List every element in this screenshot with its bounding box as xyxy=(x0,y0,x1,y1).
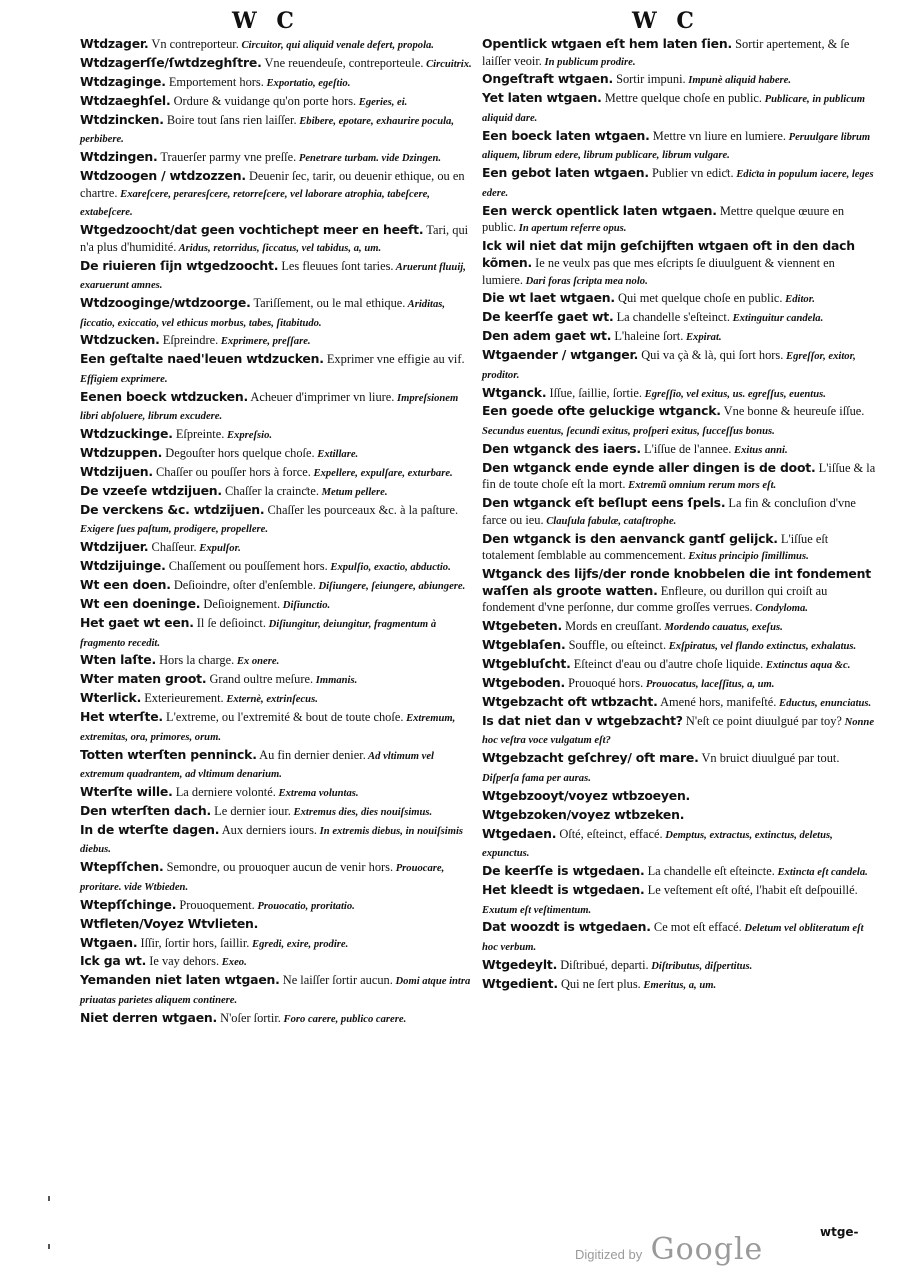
entry-headword: Ick ga wt. xyxy=(80,953,147,969)
entry-headword: Wtepſſchinge. xyxy=(80,896,177,912)
entry-french: Emportement hors. xyxy=(165,74,264,89)
entry-headword: Wtdzaeghſel. xyxy=(80,92,171,108)
entry-french: Ce mot eſt effacé. xyxy=(650,920,742,935)
dictionary-entry xyxy=(80,935,475,954)
entry-headword: Wtfleten/Voyez Wtvlieten. xyxy=(80,915,259,931)
entry-headword: Wtgebzooyt/voyez wtbzoeyen. xyxy=(482,787,691,803)
dictionary-entry xyxy=(80,859,475,896)
entry-headword: Den adem gaet wt. xyxy=(482,328,612,344)
entry-headword: Wterſte wille. xyxy=(80,784,173,800)
entry-french: Chaſſer les pourceaux &c. à la paſture. xyxy=(264,502,459,517)
entry-headword: Een goede ofte geluckige wtganck. xyxy=(482,403,721,419)
entry-french: Degouſter hors quelque choſe. xyxy=(162,446,315,461)
entry-headword: Wtgebeten. xyxy=(482,618,562,634)
dictionary-entry xyxy=(80,426,475,445)
entry-french: La chandelle eſt eſteincte. xyxy=(644,864,775,879)
entry-headword: Die wt laet wtgaen. xyxy=(482,290,615,306)
entry-french: Ie ne veulx pas que mes eſcripts ſe diuulguent & viennent en lumiere. xyxy=(482,255,835,287)
entry-latin: Metum pellere. xyxy=(318,487,388,498)
dictionary-entry xyxy=(482,90,877,127)
entry-headword: Een gebot laten wtgaen. xyxy=(482,165,649,181)
entry-headword: Een boeck laten wtgaen. xyxy=(482,127,650,143)
entry-latin: Ad vltimum vel extremum quadrantem, ad vltimum denarium. xyxy=(80,750,434,781)
entry-french: Grand oultre meſure. xyxy=(206,672,314,687)
entry-latin: Diſiungitur, deiungitur, fragmentum à fragmento recedit. xyxy=(80,618,437,649)
dictionary-entry xyxy=(80,168,475,222)
entry-french: L'iſſue eſt totalement ſemblable au commencement. xyxy=(482,531,829,563)
google-watermark xyxy=(575,1232,763,1267)
entry-headword: Totten wterſten penninck. xyxy=(80,746,257,762)
dictionary-entry xyxy=(482,531,877,566)
entry-french: Il ſe deſioinct. xyxy=(193,615,266,630)
entry-french: Eſpreinte. xyxy=(172,427,225,442)
entry-headword: De riuieren ſijn wtgedzoocht. xyxy=(80,257,279,273)
dictionary-entry xyxy=(80,112,475,149)
entry-latin: Extillare. xyxy=(314,449,359,461)
entry-latin: Condyloma. xyxy=(752,603,808,615)
entry-headword: Wtdzaginge. xyxy=(80,73,166,89)
dictionary-entry xyxy=(482,656,877,675)
dictionary-entry xyxy=(482,694,877,713)
entry-headword: Den wtganck eſt beſlupt eens ſpels. xyxy=(482,495,726,511)
entry-headword: Ongeſtraft wtgaen. xyxy=(482,71,613,87)
dictionary-entry xyxy=(482,71,877,90)
entry-french: La derniere volonté. xyxy=(172,785,276,800)
left-column xyxy=(80,36,475,1029)
entry-latin: Domi atque intra priuatas parietes aliquem continere. xyxy=(80,976,471,1006)
entry-french: Tari, qui n'a plus d'humidité. xyxy=(80,223,469,254)
dictionary-entry xyxy=(80,258,475,295)
entry-latin: Impreſsionem libri abſoluere, librum excudere. xyxy=(80,392,459,423)
entry-headword: In de wterſte dagen. xyxy=(80,821,220,837)
entry-headword: Wtgeblaſen. xyxy=(482,637,566,653)
entry-latin: Nonne hoc veſtra voce vulgatum eſt? xyxy=(482,716,875,747)
dictionary-entry xyxy=(482,976,877,995)
entry-headword: Wtdzijuer. xyxy=(80,539,149,555)
entry-headword: Wten laſte. xyxy=(80,652,156,668)
entry-french: Mettre vn liure en lumiere. xyxy=(649,128,786,143)
entry-latin: Ariditas, ſiccatio, exiccatio, vel ethicus morbus, tabes, ſitabitudo. xyxy=(80,298,446,329)
entry-latin: In publicum prodire. xyxy=(541,56,636,68)
dictionary-entry xyxy=(80,784,475,803)
entry-french: Oſté, eſteinct, effacé. xyxy=(556,826,663,841)
entry-latin: In extremis diebus, in nouiſsimis diebus. xyxy=(80,825,464,856)
entry-headword: Wter maten groot. xyxy=(80,671,207,687)
entry-latin: Ex onere. xyxy=(234,656,280,668)
entry-french: Mettre quelque œuure en public. xyxy=(482,203,845,235)
entry-latin: Diſtributus, diſpertitus. xyxy=(648,960,753,972)
entry-french: Iſſue, ſaillie, ſortie. xyxy=(546,385,642,400)
entry-headword: Wtdzingen. xyxy=(80,149,158,165)
entry-french: Les fleuues ſont taries. xyxy=(278,258,394,273)
dictionary-entry xyxy=(80,222,475,257)
entry-headword: De keerſſe gaet wt. xyxy=(482,309,614,325)
dictionary-entry xyxy=(482,347,877,384)
entry-headword: De vzeeſe wtdzijuen. xyxy=(80,483,222,498)
entry-latin: Exutum eſt veſtimentum. xyxy=(482,904,592,916)
entry-latin: Secundus euentus, ſecundi exitus, proſperi exitus, ſucceſſus bonus. xyxy=(482,426,775,438)
entry-headword: Ick wil niet dat mijn geſchijften wtgaen oft in den dach kõmen. xyxy=(482,238,855,270)
dictionary-entry xyxy=(80,74,475,93)
dictionary-entry xyxy=(80,822,475,859)
entry-french: Vn contreporteur. xyxy=(148,37,239,51)
entry-latin: Immanis. xyxy=(313,675,358,687)
dictionary-entry xyxy=(80,709,475,746)
entry-headword: Wtdzijuinge. xyxy=(80,558,166,574)
dictionary-entry xyxy=(80,502,475,539)
entry-latin: Extinctus aqua &c. xyxy=(763,660,851,672)
dictionary-entry xyxy=(80,690,475,709)
entry-latin: Peruulgare librum aliquem, librum edere, librum publicare, librum vulgare. xyxy=(482,131,871,162)
dictionary-entry xyxy=(482,882,877,919)
dictionary-entry xyxy=(80,916,475,935)
dictionary-entry xyxy=(482,750,877,787)
entry-french: Diſtribué, departi. xyxy=(557,957,649,972)
entry-french: L'haleine ſort. xyxy=(611,329,684,344)
dictionary-entry xyxy=(482,807,877,826)
entry-latin: Impunè aliquid habere. xyxy=(685,75,791,87)
entry-headword: Den wtganck ende eynde aller dingen is de doot. xyxy=(482,459,816,475)
entry-headword: Wtdzagerſſe/ſwtdzeghſtre. xyxy=(80,54,262,70)
dictionary-entry xyxy=(80,389,475,426)
entry-french: Exterieurement. xyxy=(141,691,224,706)
dictionary-entry xyxy=(80,953,475,972)
entry-french: Tariſſement, ou le mal ethique. xyxy=(250,295,406,310)
entry-french: Deſioindre, oſter d'enſemble. xyxy=(170,578,316,593)
entry-headword: Wtgaender / wtganger. xyxy=(482,347,639,363)
dictionary-entry xyxy=(482,238,877,290)
entry-headword: Wtgedient. xyxy=(482,975,558,991)
entry-headword: Een werck opentlick laten wtgaen. xyxy=(482,202,717,218)
dictionary-entry xyxy=(482,618,877,637)
dictionary-entry xyxy=(482,495,877,530)
entry-headword: Wtdzijuen. xyxy=(80,464,153,480)
entry-french: Deſioignement. xyxy=(200,597,281,612)
dictionary-entry xyxy=(80,295,475,332)
entry-latin: Foro carere, publico carere. xyxy=(280,1013,407,1025)
entry-latin: Deletum vel obliteratum eſt hoc verbum. xyxy=(482,923,864,953)
catchword: wtge- xyxy=(820,1225,859,1239)
entry-french: Trauerſer parmy vne preſſe. xyxy=(157,150,297,165)
dictionary-entry xyxy=(80,615,475,652)
entry-headword: Wtgedeylt. xyxy=(482,956,558,972)
entry-french: N'eſt ce point diuulgué par toy? xyxy=(682,713,842,728)
entry-headword: Eenen boeck wtdzucken. xyxy=(80,388,248,404)
entry-latin: Exprimere, preſſare. xyxy=(218,336,311,348)
entry-headword: Opentlick wtgaen eſt hem laten ſien. xyxy=(482,36,733,51)
entry-french: Qui ne ſert plus. xyxy=(557,976,641,991)
entry-latin: Extremus dies, dies nouiſsimus. xyxy=(290,806,433,818)
dictionary-entry xyxy=(482,713,877,750)
entry-latin: Egredi, exire, prodire. xyxy=(249,938,349,950)
entry-french: Le veſtement eſt oſté, l'habit eſt deſpouillé. xyxy=(644,882,858,897)
entry-headword: Het wterſte. xyxy=(80,709,163,725)
entry-french: L'extreme, ou l'extremité & bout de toute choſe. xyxy=(162,710,404,725)
entry-french: Aux derniers iours. xyxy=(219,822,318,837)
dictionary-entry xyxy=(80,747,475,784)
entry-french: Mettre quelque choſe en public. xyxy=(601,91,763,106)
entry-headword: Yet laten wtgaen. xyxy=(482,90,602,106)
entry-latin: Ebibere, epotare, exhaurire pocula, perbibere. xyxy=(80,115,454,146)
entry-headword: Een geſtalte naed'leuen wtdzucken. xyxy=(80,351,324,367)
entry-french: Sortir apertement, & ſe laiſſer veoir. xyxy=(482,37,850,68)
entry-french: Vne bonne & heureuſe iſſue. xyxy=(720,404,865,419)
dictionary-entry xyxy=(80,1010,475,1029)
dictionary-entry xyxy=(80,55,475,74)
entry-french: L'iſſue & la fin de toute choſe eſt la mort. xyxy=(482,460,876,492)
entry-headword: Het gaet wt een. xyxy=(80,614,194,630)
entry-latin: Exſpiratus, vel flando extinctus, exhalatus. xyxy=(666,641,857,653)
entry-latin: Eductus, enunciatus. xyxy=(776,697,872,709)
entry-latin: Clauſula fabulæ, cataſtrophe. xyxy=(543,515,677,527)
entry-latin: Publicare, in publicum aliquid dare. xyxy=(482,94,866,124)
entry-french: Ne laiſſer ſortir aucun. xyxy=(279,973,393,988)
entry-latin: Extremum, extremitas, ora, primores, orum. xyxy=(80,713,456,743)
dictionary-entry xyxy=(482,36,877,71)
entry-latin: Egreſſor, exitor, proditor. xyxy=(482,351,856,381)
entry-latin: Prouocare, proritare. vide Wtbieden. xyxy=(80,863,445,893)
dictionary-entry xyxy=(80,539,475,558)
entry-headword: Wtdzucken. xyxy=(80,332,160,348)
entry-headword: Is dat niet dan v wtgebzacht? xyxy=(482,712,683,728)
entry-headword: Den wterſten dach. xyxy=(80,802,212,818)
entry-headword: Wtgedaen. xyxy=(482,825,557,841)
dictionary-entry xyxy=(482,441,877,460)
dictionary-entry xyxy=(482,309,877,328)
entry-headword: Wtgedzoocht/dat geen vochtichept meer en heeft. xyxy=(80,222,424,238)
entry-latin: Exeo. xyxy=(219,957,247,969)
dictionary-entry xyxy=(80,671,475,690)
entry-french: Souffle, ou eſteinct. xyxy=(565,638,667,653)
entry-headword: De verckens &c. wtdzijuen. xyxy=(80,501,265,517)
entry-latin: Extremũ omnium rerum mors eſt. xyxy=(625,480,777,492)
dictionary-entry xyxy=(80,36,475,55)
entry-latin: Demptus, extractus, extinctus, deletus, expunctus. xyxy=(482,829,833,860)
entry-headword: Wtdzincken. xyxy=(80,111,164,127)
entry-latin: Expulſor. xyxy=(196,543,241,555)
entry-headword: Wtdzager. xyxy=(80,36,149,51)
entry-latin: Exareſcere, peraresſcere, retorreſcere, vel laborare atrophia, tabeſcere, extabeſcere. xyxy=(80,188,430,219)
entry-french: Eſpreindre. xyxy=(159,333,219,348)
dictionary-entry xyxy=(482,460,877,495)
entry-french: Ie vay dehors. xyxy=(146,954,220,969)
running-header-right: W C xyxy=(632,8,700,34)
entry-headword: Wtgeboden. xyxy=(482,675,566,691)
entry-french: Chaſſer ou pouſſer hors à force. xyxy=(152,465,311,480)
entry-headword: Wtganck. xyxy=(482,384,547,400)
entry-french: Chaſſeur. xyxy=(148,540,197,555)
dictionary-entry xyxy=(482,675,877,694)
entry-latin: Emeritus, a, um. xyxy=(640,979,717,991)
entry-french: Vne reuendeuſe, contreporteule. xyxy=(261,55,424,70)
entry-headword: Den wtganck des iaers. xyxy=(482,440,641,456)
entry-french: Prouoqué hors. xyxy=(565,676,644,691)
margin-mark xyxy=(48,1196,50,1201)
entry-french: N'oſer ſortir. xyxy=(217,1010,281,1025)
dictionary-entry xyxy=(482,957,877,976)
entry-french: Le dernier iour. xyxy=(211,803,291,818)
entry-latin: Externè, extrinſecus. xyxy=(223,694,318,706)
entry-headword: Niet derren wtgaen. xyxy=(80,1009,218,1025)
entry-latin: Expirat. xyxy=(683,332,722,344)
dictionary-entry xyxy=(80,93,475,112)
entry-french: Au fin dernier denier. xyxy=(256,747,366,762)
dictionary-entry xyxy=(482,328,877,347)
dictionary-entry xyxy=(80,464,475,483)
entry-french: Deuenir ſec, tarir, ou deuenir ethique, ou en chartre. xyxy=(80,168,465,200)
dictionary-entry xyxy=(482,165,877,202)
margin-mark xyxy=(48,1244,50,1249)
dictionary-entry xyxy=(482,788,877,807)
entry-french: Amené hors, manifeſté. xyxy=(657,694,777,709)
watermark-by: Digitized by xyxy=(575,1247,643,1262)
entry-latin: Aridus, retorridus, ſiccatus, vel tabidus, a, um. xyxy=(176,242,382,254)
entry-latin: Expulſio, exactio, abductio. xyxy=(327,562,451,574)
dictionary-entry xyxy=(80,652,475,671)
entry-latin: Aruerunt fluuij, exaruerunt amnes. xyxy=(80,261,466,292)
entry-french: Semondre, ou prouoquer aucun de venir hors. xyxy=(163,860,394,875)
entry-latin: In apertum referre opus. xyxy=(516,223,627,235)
entry-latin: Editor. xyxy=(782,294,815,306)
entry-latin: Effigiem exprimere. xyxy=(80,373,168,385)
entry-french: Mords en creuſſant. xyxy=(562,619,662,634)
entry-latin: Diſiunctio. xyxy=(280,600,331,612)
entry-headword: Wtdzooginge/wtdzoorge. xyxy=(80,294,251,310)
entry-headword: Dat woozdt is wtgedaen. xyxy=(482,919,651,935)
dictionary-entry xyxy=(80,445,475,464)
entry-french: Qui va çà & là, qui ſort hors. xyxy=(638,348,784,363)
dictionary-entry xyxy=(80,149,475,168)
entry-french: Exprimer vne effigie au vif. xyxy=(323,352,465,367)
entry-french: Prouoquement. xyxy=(176,897,255,912)
entry-french: Vn bruict diuulgué par tout. xyxy=(698,751,840,766)
entry-headword: Wtgaen. xyxy=(80,934,138,950)
entry-latin: Egreſſio, vel exitus, us. egreſſus, euentus. xyxy=(642,388,826,400)
entry-headword: Wtgebzacht oft wtbzacht. xyxy=(482,693,658,709)
entry-headword: Wtdzuppen. xyxy=(80,445,163,461)
entry-latin: Exportatio, egeſtio. xyxy=(263,77,351,89)
dictionary-entry xyxy=(482,826,877,863)
entry-latin: Exigere ſues paſtum, prodigere, propellere. xyxy=(80,524,269,536)
dictionary-entry xyxy=(482,128,877,165)
entry-headword: Wtgebzacht geſchrey/ oft mare. xyxy=(482,750,699,766)
running-header-left: W C xyxy=(232,8,300,34)
dictionary-entry xyxy=(80,897,475,916)
entry-latin: Diſiungere, ſeiungere, abiungere. xyxy=(315,581,466,593)
entry-headword: Het kleedt is wtgedaen. xyxy=(482,881,645,897)
entry-latin: Penetrare turbam. vide Dzingen. xyxy=(296,153,441,165)
entry-french: Sortir impuni. xyxy=(612,72,686,87)
entry-headword: Wterlick. xyxy=(80,690,142,706)
entry-french: La chandelle s'eſteinct. xyxy=(613,310,730,325)
entry-headword: Wt een doeninge. xyxy=(80,596,201,612)
entry-latin: Ediƈta in populum iacere, leges edere. xyxy=(482,169,874,199)
entry-latin: Egeries, ei. xyxy=(356,96,408,108)
entry-french: Qui met quelque choſe en public. xyxy=(614,291,783,306)
entry-headword: Wtgebluſcht. xyxy=(482,656,571,672)
entry-latin: Extincta eſt candela. xyxy=(774,867,868,879)
entry-headword: Yemanden niet laten wtgaen. xyxy=(80,972,280,988)
entry-latin: Exitus anni. xyxy=(731,444,788,456)
entry-latin: Diſperſa fama per auras. xyxy=(482,772,591,784)
entry-french: Ordure & vuidange qu'on porte hors. xyxy=(170,93,357,108)
entry-headword: Wtganck des lijfs/der ronde knobbelen die int fondement waſſen als groote watten. xyxy=(482,566,871,598)
dictionary-entry xyxy=(482,863,877,882)
dictionary-entry xyxy=(80,558,475,577)
entry-headword: Wt een doen. xyxy=(80,577,171,593)
entry-french: Enfleure, ou durillon qui croiſt au fondement d'vne perſonne, dur comme groſſes verrues. xyxy=(482,583,828,615)
entry-latin: Exitus principio ſimillimus. xyxy=(685,551,809,563)
dictionary-entry xyxy=(482,385,877,404)
right-column xyxy=(482,36,877,995)
entry-latin: Prouocatus, laceſſitus, a, um. xyxy=(643,679,775,691)
entry-latin: Expreſsio. xyxy=(224,430,273,442)
entry-headword: De keerſſe is wtgedaen. xyxy=(482,863,645,879)
entry-french: Chaſſer la crainƈte. xyxy=(221,484,319,498)
entry-latin: Extinguitur candela. xyxy=(729,313,824,325)
entry-headword: Wtdzoogen / wtdzozzen. xyxy=(80,167,246,183)
dictionary-entry xyxy=(482,403,877,440)
entry-headword: Den wtganck is den aenvanck gantſ gelijck. xyxy=(482,530,778,546)
dictionary-entry xyxy=(482,290,877,309)
dictionary-entry xyxy=(482,203,877,238)
dictionary-entry xyxy=(80,332,475,351)
entry-french: Publier vn ediƈt. xyxy=(648,166,734,181)
dictionary-entry xyxy=(80,577,475,596)
dictionary-entry xyxy=(80,596,475,615)
dictionary-entry xyxy=(80,972,475,1009)
entry-french: Eſteinct d'eau ou d'autre choſe liquide. xyxy=(570,657,764,672)
dictionary-entry xyxy=(482,637,877,656)
entry-latin: Circuitrix. xyxy=(423,58,472,70)
dictionary-entry xyxy=(482,919,877,956)
entry-headword: Wtgebzoken/voyez wtbzeken. xyxy=(482,806,685,822)
entry-french: Acheuer d'imprimer vn liure. xyxy=(247,389,395,404)
entry-french: Hors la charge. xyxy=(155,653,235,668)
entry-latin: Prouocatio, proritatio. xyxy=(254,900,355,912)
entry-latin: Circuitor, qui aliquid venale defert, propola. xyxy=(238,40,434,51)
dictionary-entry xyxy=(80,351,475,388)
entry-french: L'iſſue de l'annee. xyxy=(640,441,732,456)
entry-french: Iſſir, ſortir hors, ſaillir. xyxy=(137,935,250,950)
entry-french: La fin & concluſion d'vne farce ou ieu. xyxy=(482,496,856,527)
entry-headword: Wtdzuckinge. xyxy=(80,426,173,442)
entry-latin: Mordendo cauatus, exeſus. xyxy=(661,622,783,634)
entry-latin: Dari foras ſcripta mea nolo. xyxy=(522,275,648,287)
dictionary-entry xyxy=(80,803,475,822)
entry-french: Chaſſement ou pouſſement hors. xyxy=(165,559,328,574)
entry-headword: Wtepſſchen. xyxy=(80,859,164,875)
dictionary-entry xyxy=(80,483,475,502)
entry-latin: Extrema voluntas. xyxy=(275,788,359,800)
entry-french: Boire tout ſans rien laiſſer. xyxy=(163,112,297,127)
google-logo: Google xyxy=(650,1232,764,1267)
dictionary-entry xyxy=(482,566,877,618)
entry-latin: Expellere, expulſare, exturbare. xyxy=(310,468,453,480)
